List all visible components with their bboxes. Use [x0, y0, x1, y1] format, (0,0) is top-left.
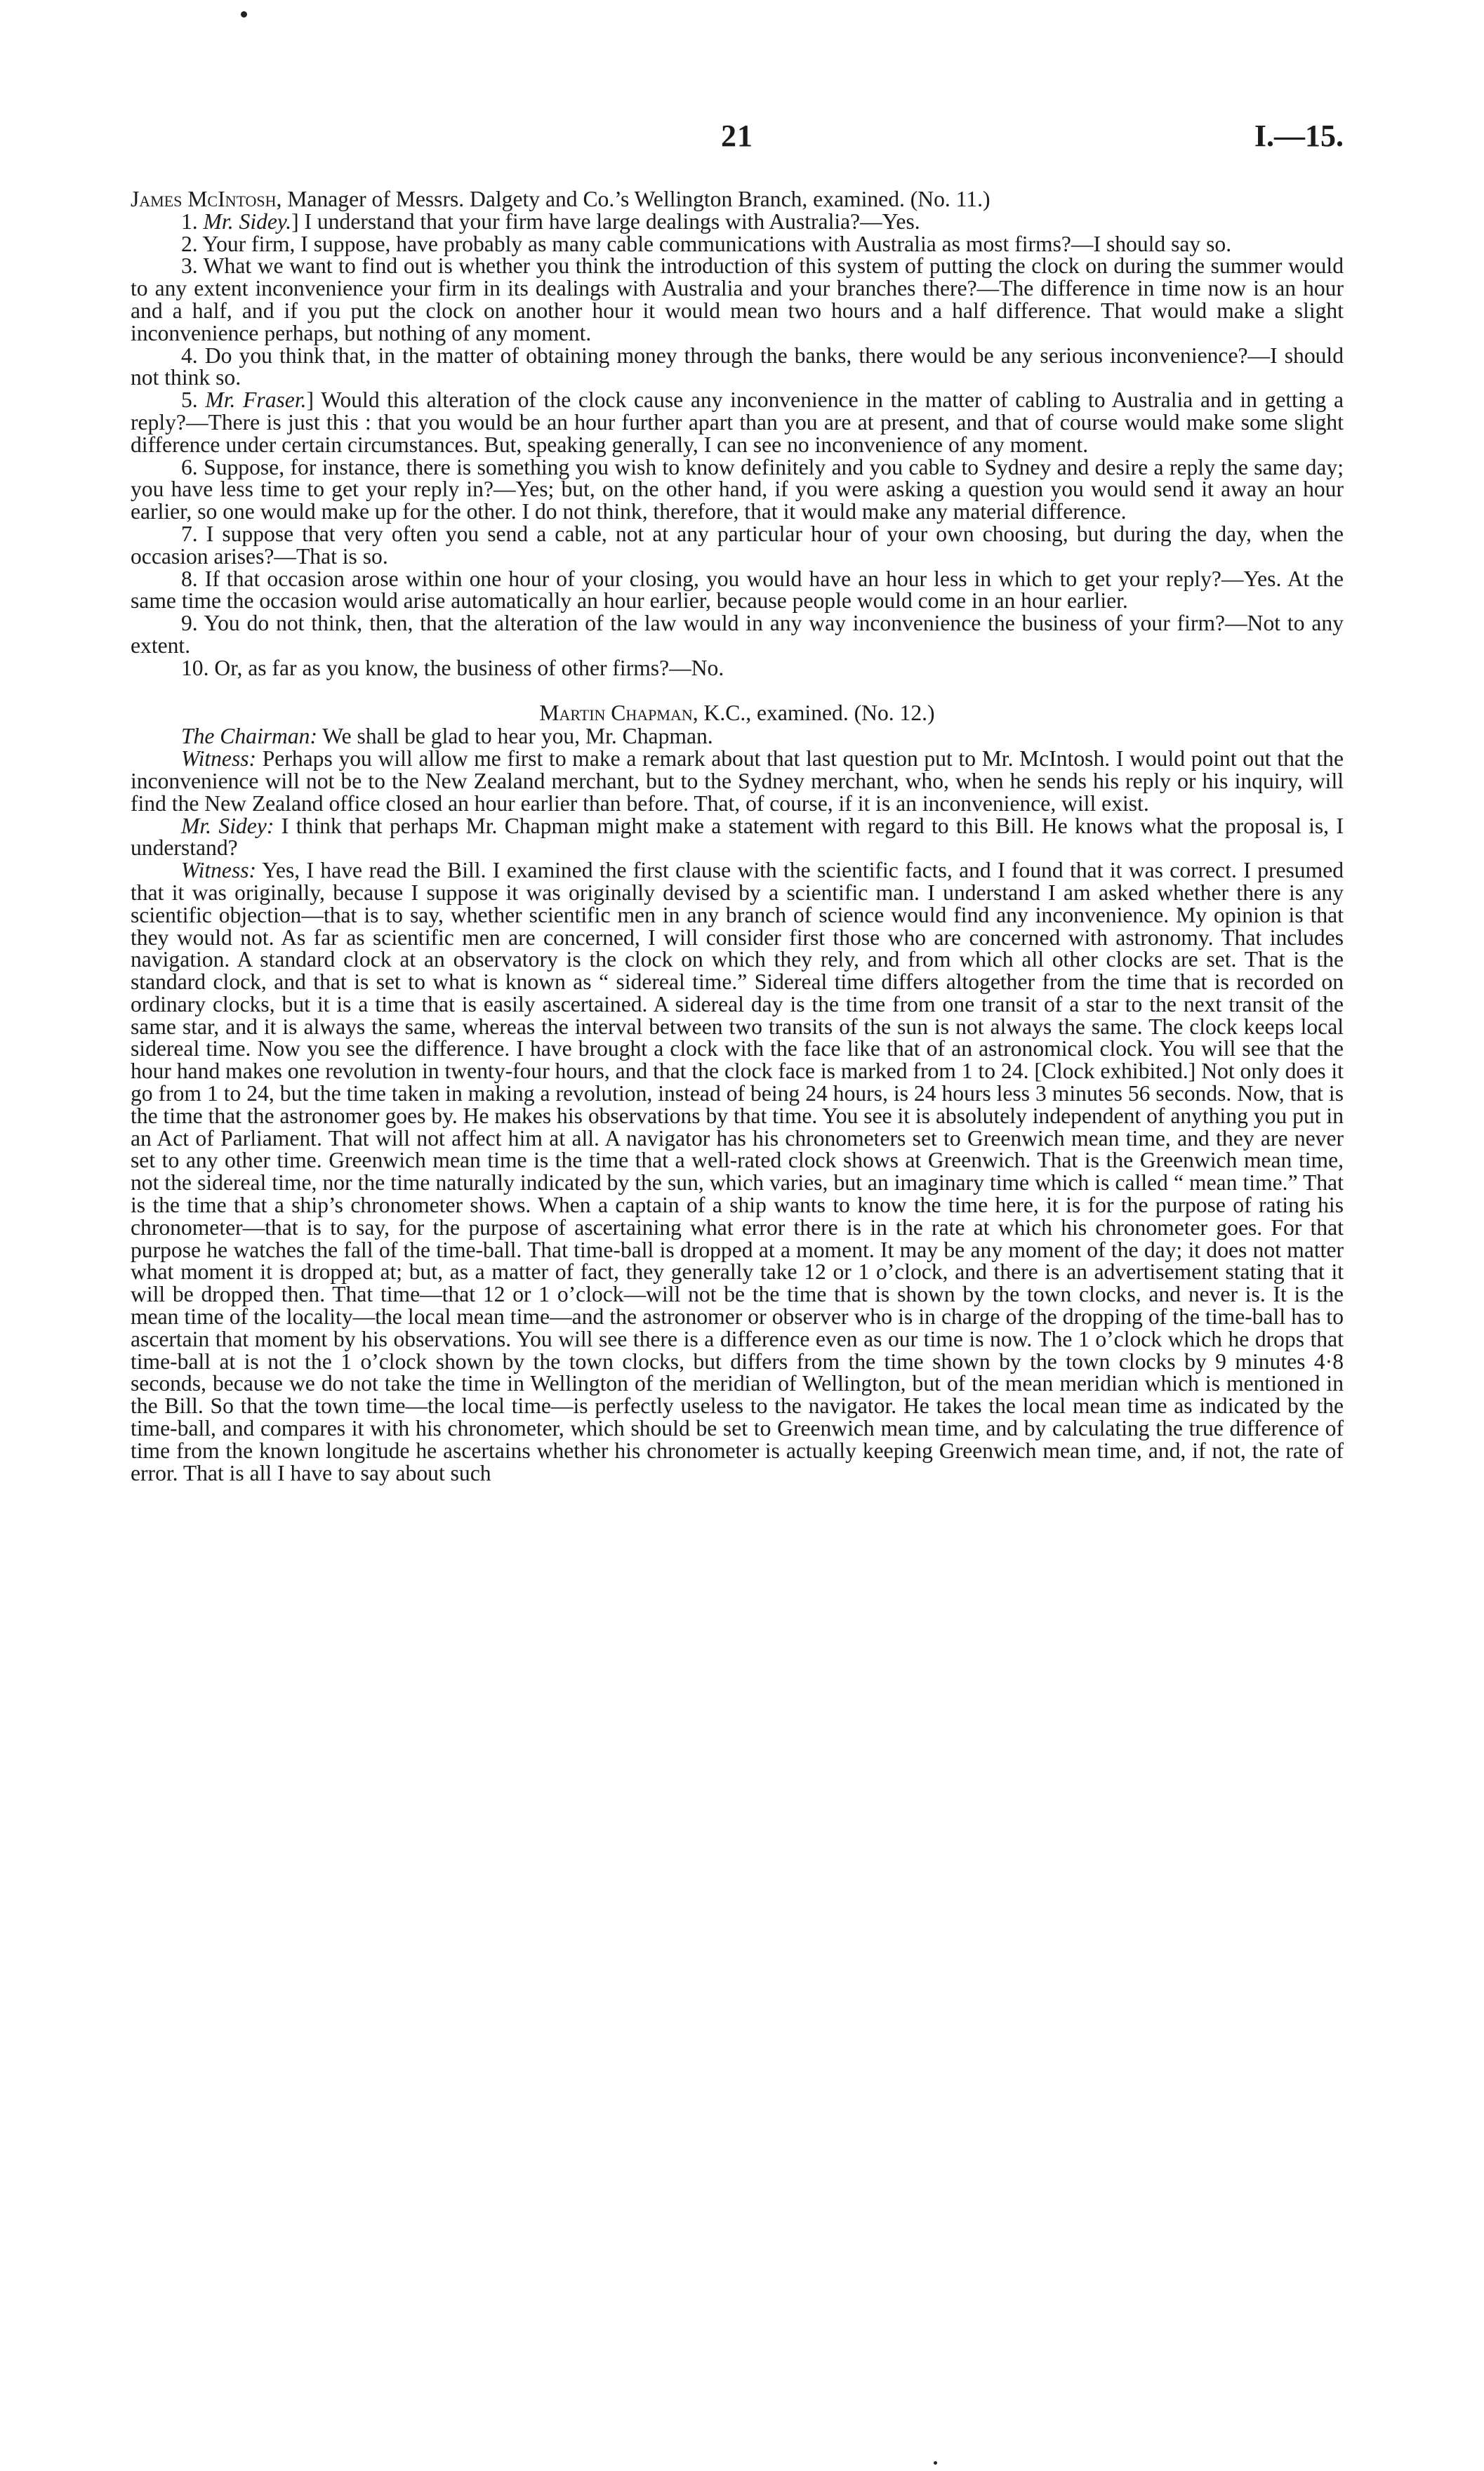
- question-number: 6.: [181, 454, 198, 479]
- exchange-paragraph: [131, 725, 1344, 748]
- question-paragraph: [131, 612, 1344, 657]
- question-text: Do you think that, in the matter of obtaining money through the banks, there would be any serious inconvenience?—I should not think so.: [131, 343, 1344, 390]
- question-paragraph: [131, 657, 1344, 680]
- question-number: 3.: [181, 253, 198, 279]
- question-number: 8.: [181, 566, 198, 591]
- question-paragraph: [131, 456, 1344, 523]
- question-text: Your firm, I suppose, have probably as many cable communications with Australia as most firms?—I should say so.: [202, 231, 1232, 256]
- witness-description: , Manager of Messrs. Dalgety and Co.’s Wellington Branch, examined. (No. 11.): [276, 187, 991, 211]
- question-text: You do not think, then, that the alteration of the law would in any way inconvenience the business of your firm?—Not to any extent.: [131, 611, 1344, 658]
- witness-heading-mcintosh: [131, 188, 1344, 211]
- page-header: [131, 118, 1344, 160]
- question-paragraph: [131, 523, 1344, 568]
- question-text: Suppose, for instance, there is something you wish to know definitely and you cable to Sydney and desire a reply the same day; you have less time to get your reply in?—Yes; but, on the other hand, if you were asking a question you would send it away an hour earlier, so one would make up for the other. I do not think, therefore, that it would make any material difference.: [131, 454, 1344, 524]
- question-text: Or, as far as you know, the business of other firms?—No.: [214, 655, 724, 680]
- exchange-text: Perhaps you will allow me first to make a remark about that last question put to Mr. McIntosh. I would point out that the inconvenience will not be to the New Zealand merchant, but to the Sydney merchant, who, when he sends his reply or his inquiry, will find the New Zealand office closed an hour earlier than before. That, of course, if it is an inconvenience, will exist.: [131, 746, 1344, 816]
- question-number: 10.: [181, 655, 209, 680]
- question-speaker: Mr. Sidey.: [203, 208, 292, 234]
- page-number: 21: [721, 119, 753, 153]
- question-text: I suppose that very often you send a cable, not at any particular hour of your own choosing, but during the day, when the occasion arises?—That is so.: [131, 521, 1344, 569]
- exchange-speaker: The Chairman:: [181, 724, 317, 749]
- scan-speck: [934, 2461, 937, 2465]
- question-speaker: Mr. Fraser.: [205, 387, 307, 413]
- question-paragraph: [131, 389, 1344, 456]
- exchange-paragraph: [131, 815, 1344, 860]
- exchange-paragraph: [131, 859, 1344, 1484]
- exchange-speaker: Mr. Sidey:: [181, 813, 274, 838]
- document-reference: I.—15.: [1254, 119, 1344, 153]
- exchange-text: I think that perhaps Mr. Chapman might make a statement with regard to this Bill. He knows what the proposal is, I understand?: [131, 813, 1344, 861]
- exchange-paragraph: [131, 748, 1344, 814]
- question-paragraph: [131, 345, 1344, 390]
- question-number: 4.: [181, 343, 198, 368]
- exchange-speaker: Witness:: [181, 858, 257, 883]
- question-paragraph: [131, 233, 1344, 256]
- exchange-text: Yes, I have read the Bill. I examined the first clause with the scientific facts, and I found that it was correct. I presumed that it was originally, because I suppose it was originally devised by a scientific man. I understand I am asked whether there is any scientific objection—that is to say, whether scientific men in any branch of science would find any inconvenience. My opinion is that they would not. As far as scientific men are concerned, I will consider first those who are concerned with astronomy. That includes navigation. A standard clock at an observatory is the clock on which they rely, and from which all other clocks are set. That is the standard clock, and that is set to what is known as “ sidereal time.” Sidereal time differs altogether from the time that is recorded on ordinary clocks, but it is a time that is easily ascertained. A sidereal day is the time from one transit of a star to the next transit of the same star, and it is always the same, whereas the interval between two transits of the sun is not always the same. The clock keeps local sidereal time. Now you see the difference. I have brought a clock with the face like that of an astronomical clock. You will see that the hour hand makes one revolution in twenty-four hours, and that the clock face is marked from 1 to 24. [Clock exhibited.] Not only does it go from 1 to 24, but the time taken in making a revolution, instead of being 24 hours, is 24 hours less 3 minutes 56 seconds. Now, that is the time that the astronomer goes by. He makes his observations by that time. You see it is absolutely independent of anything you put in an Act of Parliament. That will not affect him at all. A navigator has his chronometers set to Greenwich mean time, and they are never set to any other time. Greenwich mean time is the time that a well-rated clock shows at Greenwich. That is the Greenwich mean time, not the sidereal time, nor the time naturally indicated by the sun, which varies, but an imaginary time which is called “ mean time.” That is the time that a ship’s chronometer shows. When a captain of a ship wants to know the time here, it is for the purpose of rating his chronometer—that is to say, for the purpose of ascertaining what error there is in the rate at which his chronometer goes. For that purpose he watches the fall of the time-ball. That time-ball is dropped at a moment. It may be any moment of the day; it does not matter what moment it is dropped at; but, as a matter of fact, they generally take 12 or 1 o’clock, and there is an advertisement stating that it will be dropped then. That time—that 12 or 1 o’clock—will not be the time that is shown by the town clocks, and never is. It is the mean time of the locality—the local mean time—and the astronomer or observer who is in charge of the dropping of the time-ball has to ascertain that moment by his observations. You will see there is a difference even as our time is now. The 1 o’clock which he drops that time-ball at is not the 1 o’clock shown by the town clocks, but differs from the time shown by the town clocks by 9 minutes 4·8 seconds, because we do not take the time in Wellington of the meridian of Wellington, but of the mean meridian which is mentioned in the Bill. So that the town time—the local time—is perfectly useless to the navigator. He takes the local mean time as indicated by the time-ball, and compares it with his chronometer, which should be set to Greenwich mean time, and by calculating the true difference of time from the known longitude he ascertains whether his chronometer is actually keeping Greenwich mean time, and, if not, the rate of error. That is all I have to say about such: [131, 858, 1344, 1485]
- question-paragraph: [131, 208, 1344, 234]
- question-text: If that occasion arose within one hour of your closing, you would have an hour less in which to get your reply?—Yes. At the same time the occasion would arise automatically an hour earlier, because people would come in an hour earlier.: [131, 566, 1344, 614]
- question-number: 2.: [181, 231, 198, 256]
- question-text: ] Would this alteration of the clock cause any inconvenience in the matter of cabling to Australia and in getting a reply?—There is just this : that you would be an hour further apart than you are at present, and that of course would make some slight difference under certain circumstances. But, speaking generally, I can see no inconvenience of any moment.: [131, 387, 1344, 457]
- witness-name: James McIntosh: [131, 187, 277, 211]
- scan-speck: [241, 11, 247, 18]
- question-number: 9.: [181, 611, 198, 636]
- page-body: [131, 188, 1344, 1484]
- question-number: 7.: [181, 521, 198, 546]
- question-paragraph: [131, 568, 1344, 613]
- question-text: ] I understand that your firm have large dealings with Australia?—Yes.: [291, 208, 920, 234]
- exchange-speaker: Witness:: [181, 746, 257, 771]
- exchange-text: We shall be glad to hear you, Mr. Chapman.: [317, 724, 713, 749]
- question-number: 5.: [181, 387, 198, 413]
- witness-description: , K.C., examined. (No. 12.): [692, 700, 935, 725]
- question-text: What we want to find out is whether you think the introduction of this system of putting the clock on during the summer would to any extent inconvenience your firm in its dealings with Australia and your branches there?—The difference in time now is an hour and a half, and if you put the clock on another hour it would mean two hours and a half difference. That would make a slight inconvenience perhaps, but nothing of any moment.: [131, 253, 1344, 345]
- witness-name: Martin Chapman: [539, 700, 693, 725]
- question-number: 1.: [181, 208, 198, 234]
- question-paragraph: [131, 255, 1344, 344]
- witness-heading-chapman: [131, 702, 1344, 724]
